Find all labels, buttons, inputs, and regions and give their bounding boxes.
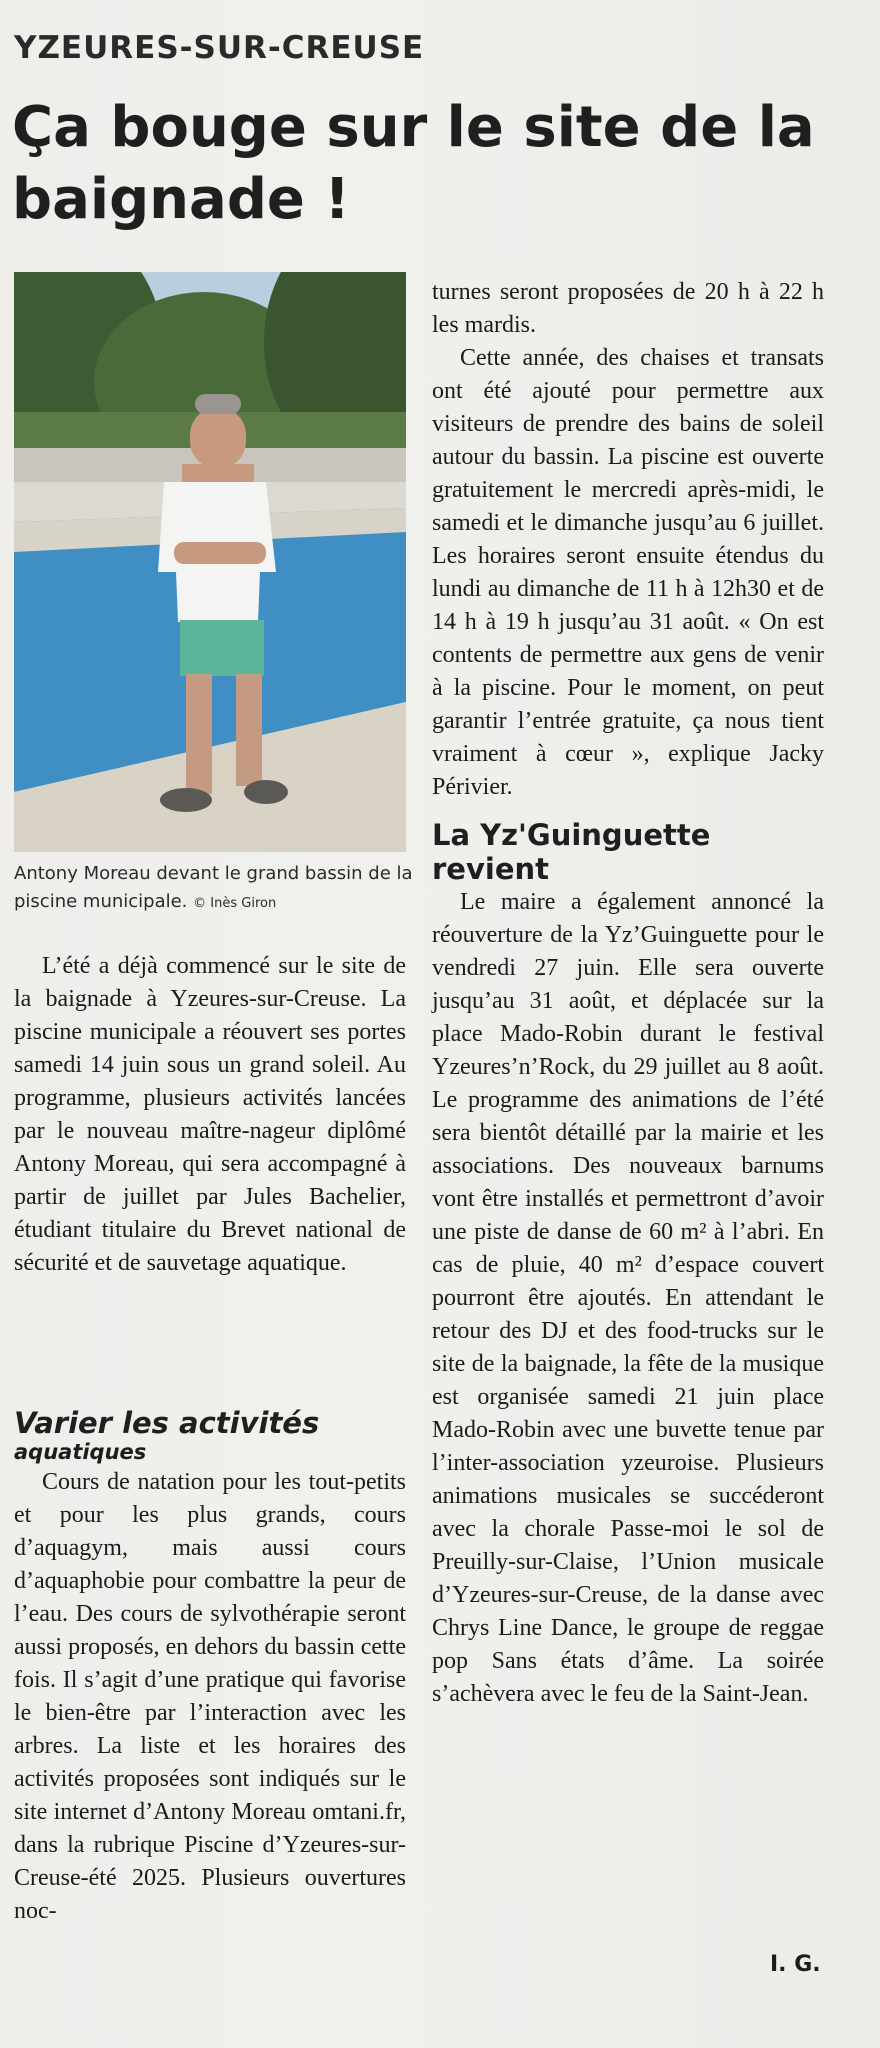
section1-paragraph: Cours de natation pour les tout-petits et pour les plus grands, cours d’aquagym, mais aussi cours d’aquaphobie pour combattre la peur de l’eau. Des cours de sylvothérapie seront aussi proposés, en dehors du bassin cette fois. Il s’agit d’une pratique qui favorise le bien-être par l’interaction avec les arbres. La liste et les horaires des activités proposées sont indiqués sur le site internet d’Antony Moreau omtani.fr, dans la rubrique Piscine d’Yzeures-sur-Creuse-été 2025. Plusieurs ouvertures noc- xyxy=(14,1469,406,1924)
continuation-paragraph: turnes seront proposées de 20 h à 22 h les mardis. xyxy=(432,279,824,338)
section1-subtitle: aquatiques xyxy=(14,1440,147,1464)
photo-credit: © Inès Giron xyxy=(193,896,277,911)
article-headline: Ça bouge sur le site de la baignade ! xyxy=(12,95,815,232)
article-photo xyxy=(14,272,406,852)
photo-caption xyxy=(14,860,414,918)
article-kicker: YZEURES-SUR-CREUSE xyxy=(14,30,425,66)
section2-paragraph: Le maire a également annoncé la réouverture de la Yz’Guinguette pour le vendredi 27 juin. Elle sera ouverte jusqu’au 31 août, et déplacée sur la place Mado-Robin durant le festival Yzeures’n’Rock, du 29 juillet au 8 août. Le programme des animations de l’été sera bientôt détaillé par la mairie et les associations. Des nouveaux barnums vont être installés et permettront d’avoir une piste de danse de 60 m² à l’abri. En cas de pluie, 40 m² d’espace couvert pourront être ajoutés. En attendant le retour des DJ et des food-trucks sur le site de la baignade, la fête de la musique est organisée samedi 21 juin place Mado-Robin avec une buvette tenue par l’inter-association yzeuroise. Plusieurs animations musicales se succéderont avec la chorale Passe-moi le sol de Preuilly-sur-Claise, l’Union musicale d’Yzeures-sur-Creuse, de la danse avec Chrys Line Dance, le groupe de reggae pop Sans états d’âme. La soirée s’achèvera avec le feu de la Saint-Jean. xyxy=(432,889,824,1707)
section2-title: La Yz'Guinguette revient xyxy=(432,818,711,886)
intro-column xyxy=(14,950,406,1280)
author-signature: I. G. xyxy=(770,1952,821,1977)
photo-illustration xyxy=(14,272,406,852)
section1-column xyxy=(14,1466,406,1928)
intro-paragraph: L’été a déjà commencé sur le site de la baignade à Yzeures-sur-Creuse. La piscine municipale a réouvert ses portes samedi 14 juin sous un grand soleil. Au programme, plusieurs activités lancées par le nouveau maître-nageur diplômé Antony Moreau, qui sera accompagné à partir de juillet par Jules Bachelier, étudiant titulaire du Brevet national de sécurité et de sauvetage aquatique. xyxy=(14,953,406,1276)
quote-paragraph: Cette année, des chaises et transats ont été ajouté pour permettre aux visiteurs de prendre des bains de soleil autour du bassin. La piscine est ouverte gratuitement le mercredi après-midi, le samedi et le dimanche jusqu’au 6 juillet. Les horaires seront ensuite étendus du lundi au dimanche de 11 h à 12h30 et de 14 h à 19 h jusqu’au 31 août. « On est contents de permettre aux gens de venir à la piscine. Pour le moment, on peut garantir l’entrée gratuite, ça nous tient vraiment à cœur », explique Jacky Périvier. xyxy=(432,345,824,800)
caption-text: Antony Moreau devant le grand bassin de la piscine municipale. xyxy=(14,863,413,912)
right-column xyxy=(432,276,824,1711)
section1-title: Varier les activités xyxy=(14,1406,320,1440)
section1-heading xyxy=(14,1406,406,1466)
